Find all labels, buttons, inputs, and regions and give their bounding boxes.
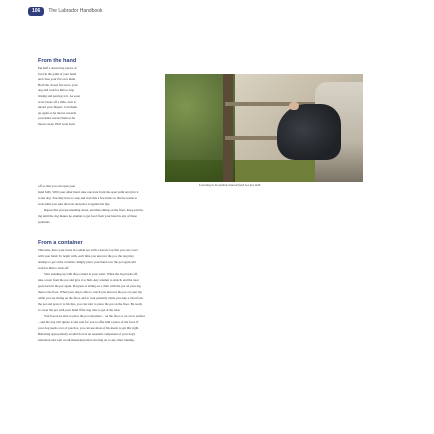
text-line: your hand, uncurl them as he: [38, 116, 76, 121]
text-line: ing until the dog makes no attempt to get food from your hand in any of these: [38, 214, 137, 218]
text-line: moves away. He'll soon back: [38, 122, 75, 126]
text-line: wait while you take the treat and place it against his lips.: [38, 202, 111, 206]
photo-caption: Learning to be patient around food is a key skill.: [199, 183, 262, 187]
text-line: your dog needs a lot of practice, you can use most of his meals to get this right.: [38, 326, 140, 330]
text-line: – and the dog will ignore it and wait for you to offer him a piece of the food. If: [38, 320, 139, 324]
photo-fence-post: [223, 74, 233, 182]
text-line: then to the floor. When your dog is able to watch you uncover the pot on your lap: [38, 290, 142, 294]
text-line: while you are sitting on the floor, and to wait patiently while you take a treat from: [38, 296, 143, 300]
section-title-container: From a container: [38, 240, 83, 246]
text-line: You'll soon be able to place the pot anywhere – on the floor or on a low surface: [44, 314, 146, 318]
dog-training-photo: [165, 74, 363, 182]
section-title-hand: From the hand: [38, 58, 77, 64]
text-line: hand fully. With your other hand, take one treat from the open palm and give it: [38, 190, 139, 194]
text-line: goes back in the pot again. Progress to sitting on a chair with the pot on your lap,: [38, 284, 142, 288]
text-line: to the dog. You may have to stop and start this a few times so that he learns to: [38, 196, 138, 200]
text-line: wait for him to back off.: [38, 266, 70, 270]
text-line: Start standing up with the pot held at your waist. When the dog backs off,: [44, 272, 138, 276]
text-line: Put half a dozen tiny pieces of: [38, 66, 77, 70]
photo-dog: [277, 104, 341, 160]
text-line: dog and wait for him to stop: [38, 88, 75, 93]
text-line: with your hand. To begin with, each time you uncover the pot, the dog may: [38, 254, 134, 258]
text-line: education and well worth mastering before moving on to any other training.: [38, 338, 135, 342]
text-line: food in the palm of your hand: [38, 71, 77, 76]
text-line: off so that you can open your: [38, 184, 76, 188]
page-header: [28, 5, 103, 17]
text-line: as he backs off a little, start to: [38, 99, 77, 104]
text-line: positions.: [38, 220, 51, 224]
text-line: licking and pawing at it. As soon: [38, 94, 80, 98]
text-line: Repeat this process kneeling down, and then sitting on the floor. Keep practis-: [44, 208, 144, 212]
photo-hand: [289, 102, 299, 110]
text-line: up again as he moves towards: [38, 110, 77, 115]
text-line: the pot and press it to his lips, you can start to place the pot on the floor. Be ready: [38, 302, 143, 306]
text-line: and close your fist over them.: [38, 77, 76, 82]
text-line: to cover the pot with your hand if the dog tries to get at the treat.: [38, 308, 121, 312]
text-line: This time, have your treats in a small pot with a narrow top that you can cover: [38, 248, 138, 252]
text-line: Behaving appropriately around food is an essential component of your dog's: [38, 332, 136, 336]
book-title: The Labrador Handbook: [48, 8, 103, 14]
text-line: attempt to get at the contents. Simply place your hand over the pot again and: [38, 260, 136, 264]
page-number-badge: 106: [28, 7, 44, 16]
text-line: take a treat from the pot and give it to him. Any attempt to snatch, and the treat: [38, 278, 139, 282]
text-line: uncurl your fingers. Curl them: [38, 105, 77, 110]
text-line: Hold the closed fist out to your: [38, 82, 78, 87]
